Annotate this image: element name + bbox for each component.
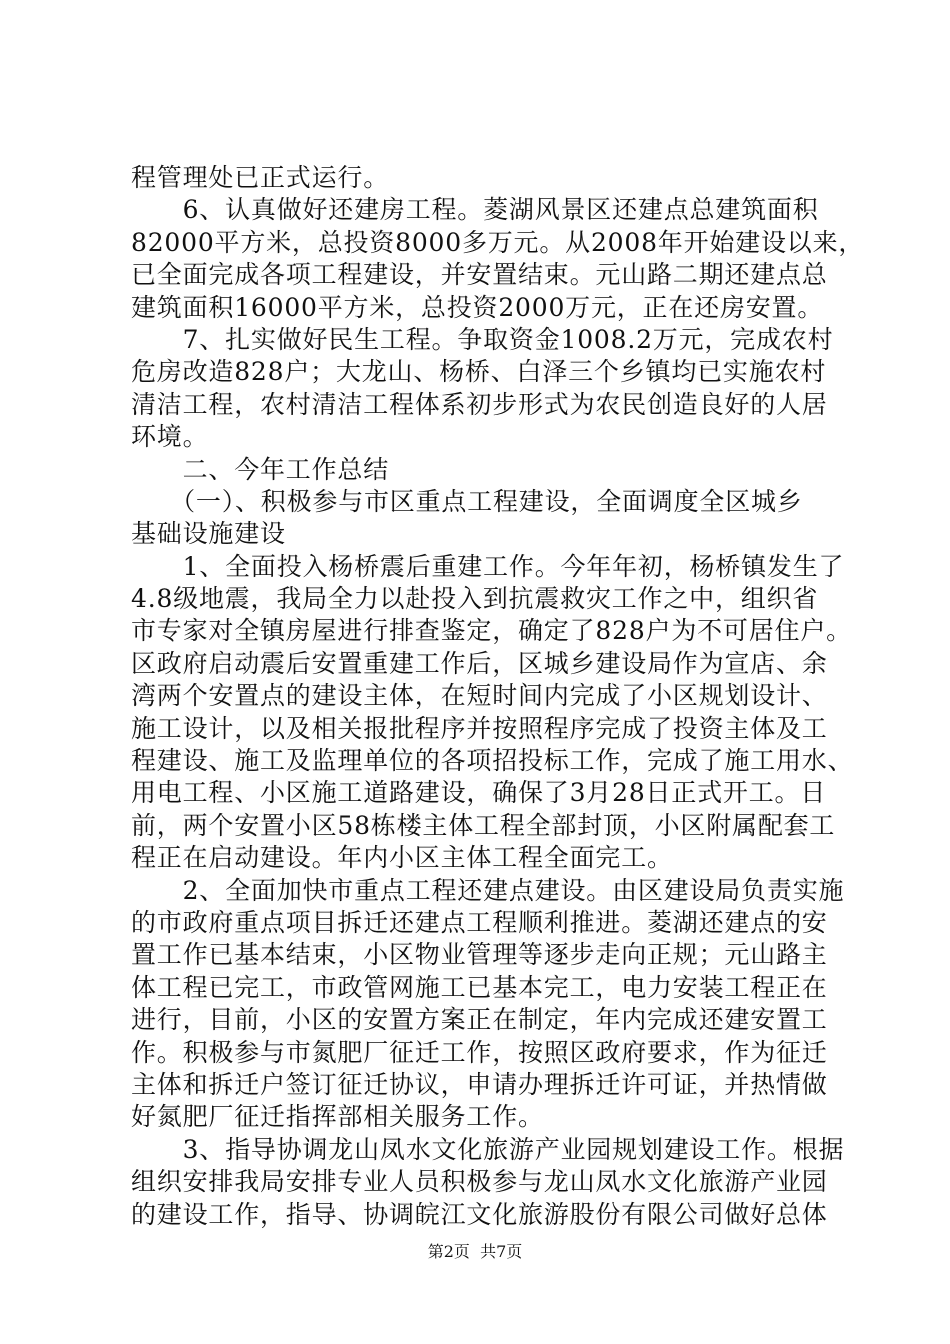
text-line: 主体和拆迁户签订征迁协议，申请办理拆迁许可证，并热情做: [131, 1069, 828, 1099]
text-line: 6、认真做好还建房工程。菱湖风景区还建点总建筑面积: [131, 195, 819, 225]
text-line: 好氮肥厂征迁指挥部相关服务工作。: [131, 1102, 544, 1132]
text-line: 危房改造828户；大龙山、杨桥、白泽三个乡镇均已实施农村: [131, 357, 827, 387]
text-line: 置工作已基本结束，小区物业管理等逐步走向正规；元山路主: [131, 940, 828, 970]
text-line: 82000平方米，总投资8000多万元。从2008年开始建设以来，: [131, 227, 865, 257]
text-line: 作。积极参与市氮肥厂征迁工作，按照区政府要求，作为征迁: [131, 1037, 828, 1067]
text-line: 1、全面投入杨桥震后重建工作。今年年初，杨桥镇发生了: [131, 551, 845, 581]
text-line: 进行，目前，小区的安置方案正在制定，年内完成还建安置工: [131, 1005, 828, 1035]
text-line: 组织安排我局安排专业人员积极参与龙山凤水文化旅游产业园: [131, 1167, 828, 1197]
text-line: 程管理处已正式运行。: [131, 163, 390, 192]
page-footer: 第2页 共7页: [427, 1242, 523, 1261]
text-line: 的建设工作，指导、协调皖江文化旅游股份有限公司做好总体: [131, 1199, 828, 1229]
text-line: 程正在启动建设。年内小区主体工程全面完工。: [131, 843, 673, 873]
text-line: 前，两个安置小区58栋楼主体工程全部封顶，小区附属配套工: [131, 810, 836, 840]
text-line: 程建设、施工及监理单位的各项招投标工作，完成了施工用水、: [131, 746, 854, 776]
text-line: 已全面完成各项工程建设，并安置结束。元山路二期还建点总: [131, 260, 828, 290]
subsection-heading: （一）、积极参与市区重点工程建设，全面调度全区城乡: [131, 486, 803, 516]
text-line: 施工设计，以及相关报批程序并按照程序完成了投资主体及工: [131, 713, 828, 743]
text-line: 区政府启动震后安置重建工作后，区城乡建设局作为宣店、余: [131, 648, 828, 678]
text-line: 环境。: [131, 422, 209, 452]
text-line: 清洁工程，农村清洁工程体系初步形式为农民创造良好的人居: [131, 389, 828, 419]
text-line: 7、扎实做好民生工程。争取资金1008.2万元，完成农村: [131, 324, 834, 354]
text-line: 市专家对全镇房屋进行排查鉴定，确定了828户为不可居住户。: [131, 616, 852, 646]
text-line: 湾两个安置点的建设主体，在短时间内完成了小区规划设计、: [131, 681, 828, 711]
document-body: [131, 162, 865, 1231]
text-line: 2、全面加快市重点工程还建点建设。由区建设局负责实施: [131, 875, 845, 905]
section-heading: 二、今年工作总结: [131, 454, 390, 484]
text-line: 4.8级地震，我局全力以赴投入到抗震救灾工作之中，组织省: [131, 584, 819, 614]
text-line: 体工程已完工，市政管网施工已基本完工，电力安装工程正在: [131, 972, 828, 1002]
text-line: 用电工程、小区施工道路建设，确保了3月28日正式开工。日: [131, 778, 827, 808]
subsection-heading: 基础设施建设: [131, 519, 286, 549]
text-line: 3、指导协调龙山凤水文化旅游产业园规划建设工作。根据: [131, 1134, 845, 1164]
text-line: 建筑面积16000平方米，总投资2000万元，正在还房安置。: [131, 292, 824, 322]
text-line: 的市政府重点项目拆迁还建点工程顺利推进。菱湖还建点的安: [131, 907, 828, 937]
